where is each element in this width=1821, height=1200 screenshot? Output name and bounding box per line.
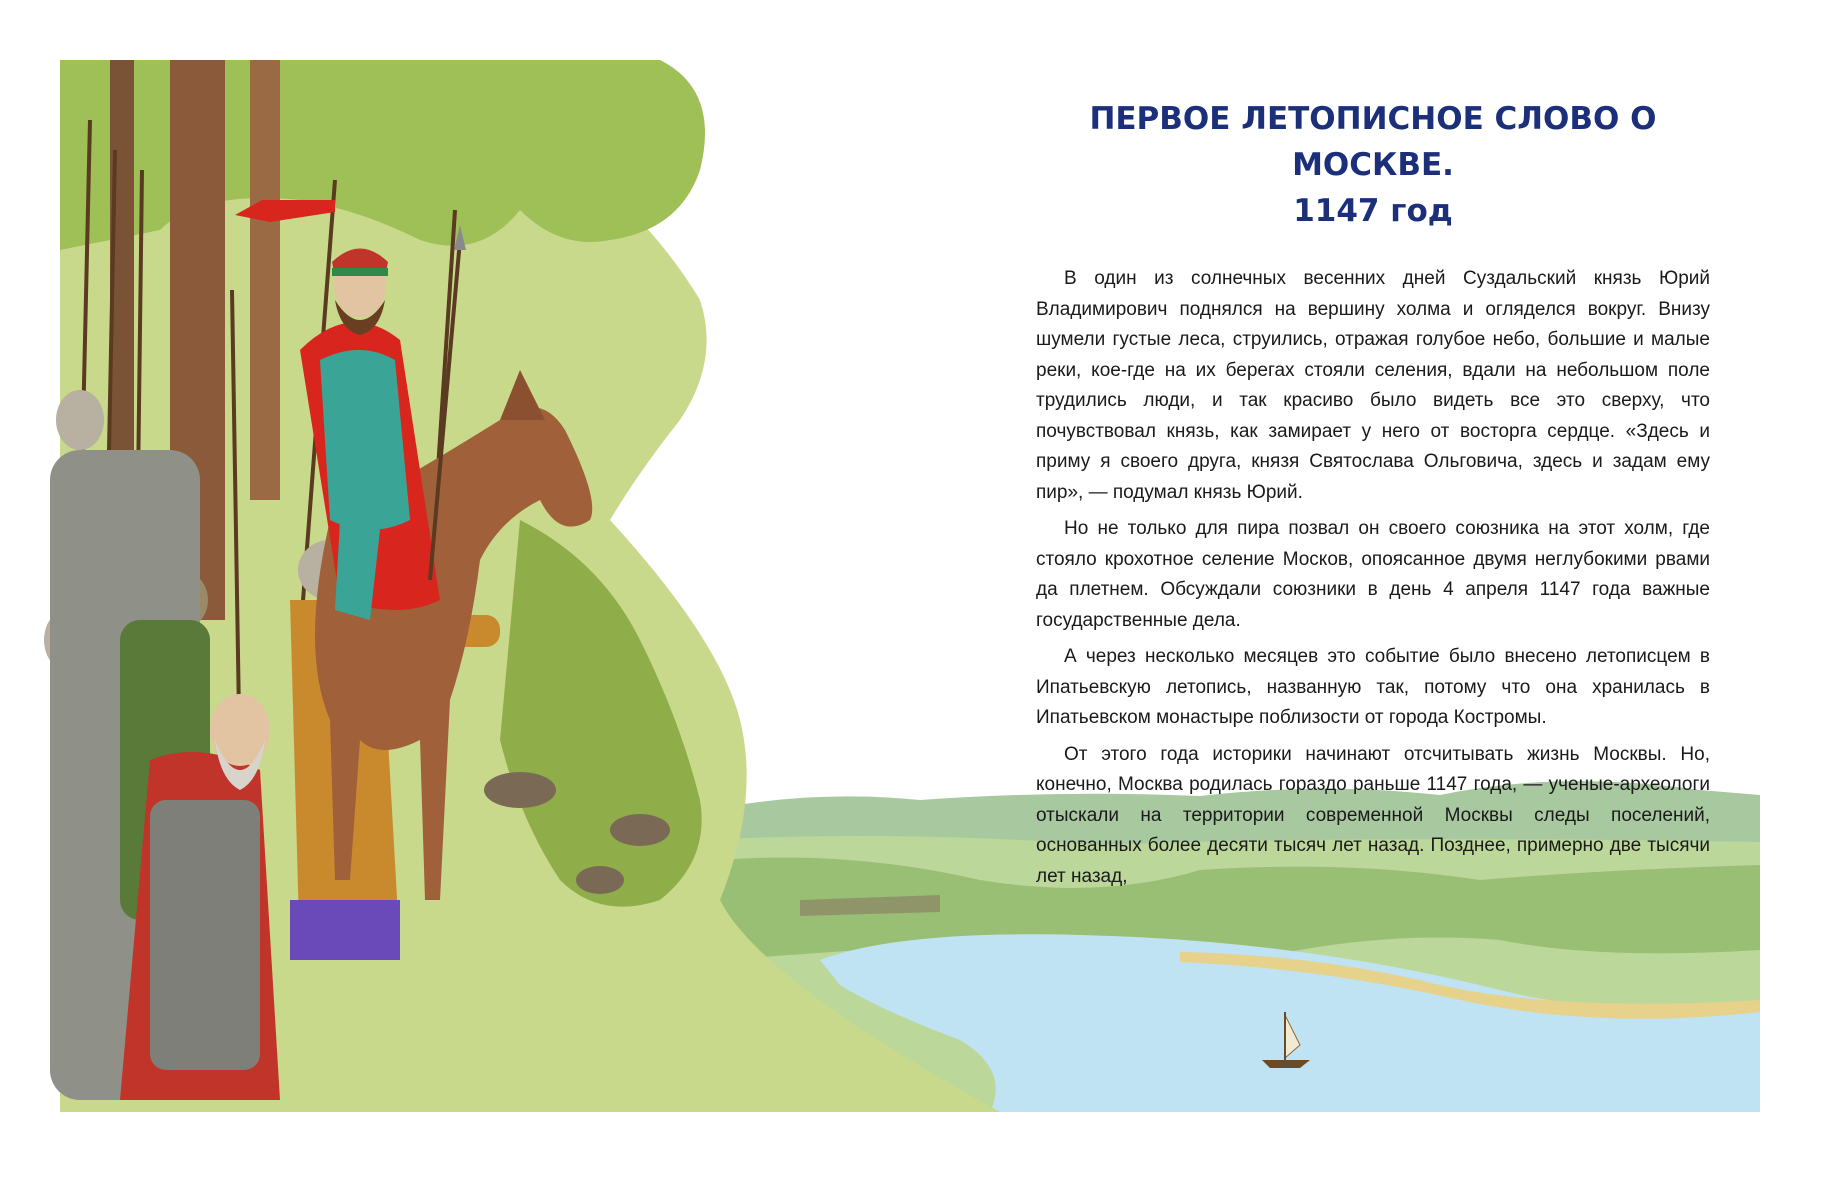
text-column	[1036, 96, 1710, 898]
paragraph: Но не только для пира позвал он своего союзника на этот холм, где стояло крохотное селение Москов, опоясанное двумя неглубокими рвами да плетнем. Обсуждали союзники в день 4 апреля 1147 года важные государственные дела.	[1036, 518, 1710, 631]
paragraph: А через несколько месяцев это событие было внесено летописцем в Ипатьевскую летопись, названную так, потому что она хранилась в Ипатьевском монастыре поблизости от города Костромы.	[1036, 646, 1710, 728]
tree-trunk	[250, 60, 280, 500]
paragraph: В один из солнечных весенних дней Суздальский князь Юрий Владимирович поднялся на вершину холма и огляделся вокруг. Внизу шумели густые леса, струились, отражая голубое небо, большие и малые реки, кое-где на их берегах стояли селения, вдали на небольшом поле трудились люди, и так красиво было видеть все это сверху, что почувствовал князь, как замирает у него от восторга сердце. «Здесь и приму я своего друга, князя Святослава Ольговича, здесь и задам ему пир», — подумал князь Юрий.	[1036, 268, 1710, 503]
body-text	[1036, 264, 1710, 892]
title-line-2: 1147 год	[1293, 193, 1453, 229]
title-line-1: ПЕРВОЕ ЛЕТОПИСНОЕ СЛОВО О МОСКВЕ.	[1089, 101, 1657, 183]
tree-canopy	[60, 60, 705, 250]
paragraph: От этого года историки начинают отсчитывать жизнь Москвы. Но, конечно, Москва родилась гораздо раньше 1147 года, — ученые-археологи отыскали на территории современной Москвы следы поселений, основанных более десяти тысяч лет назад. Позднее, примерно две тысячи лет назад,	[1036, 743, 1710, 887]
page-title	[1036, 96, 1710, 234]
